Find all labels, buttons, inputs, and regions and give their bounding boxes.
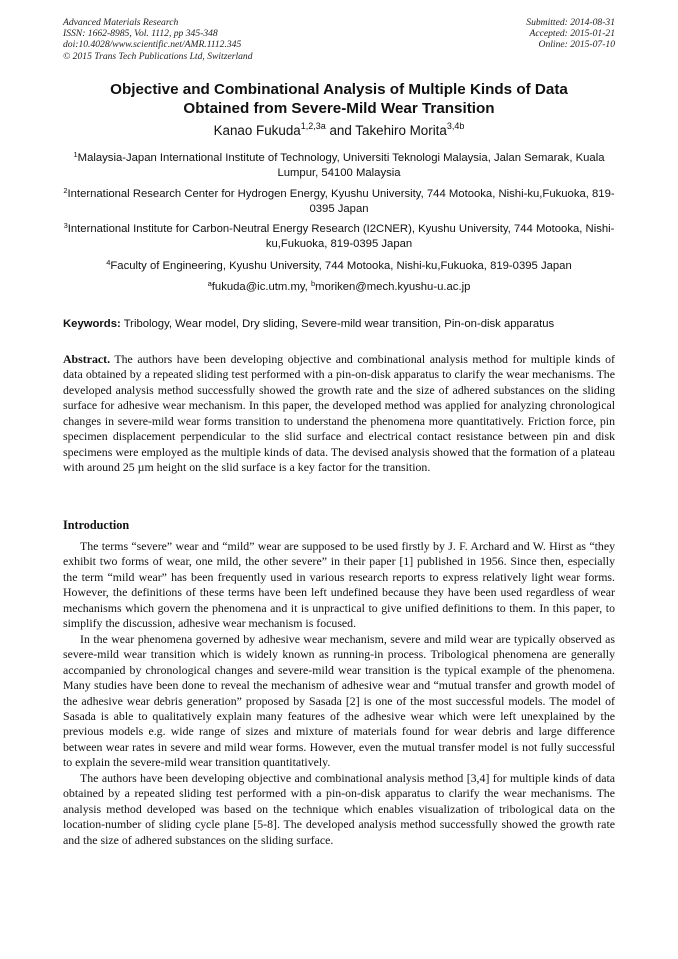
title-line-1: Objective and Combinational Analysis of Multiple Kinds of Data <box>110 81 568 98</box>
journal-doi[interactable]: doi:10.4028/www.scientific.net/AMR.1112.345 <box>63 39 242 51</box>
author-1: Kanao Fukuda <box>213 123 301 138</box>
accepted-date: Accepted: 2015-01-21 <box>529 28 615 40</box>
affiliation-3 <box>63 222 615 251</box>
abstract-label: Abstract. <box>63 352 111 366</box>
submitted-date: Submitted: 2014-08-31 <box>526 17 615 28</box>
affiliation-2 <box>63 187 615 216</box>
journal-copyright: © 2015 Trans Tech Publications Ltd, Switzerland <box>63 50 253 62</box>
online-date: Online: 2015-07-10 <box>538 39 615 51</box>
introduction-body <box>63 539 615 848</box>
email-a[interactable]: fukuda@ic.utm.my <box>211 281 305 293</box>
affiliation-text: Malaysia-Japan International Institute of Technology, Universiti Teknologi Malaysia, Jalan Semarak, Kuala Lumpur, 54100 Malaysia <box>77 152 605 179</box>
paper-title <box>60 80 618 118</box>
journal-info <box>63 17 253 62</box>
paragraph: In the wear phenomena governed by adhesive wear mechanism, severe and mild wear are typically observed as severe-mild wear transition which is widely known as running-in process. Tribological phenomena are generally accompanied by chronological changes and severe-mild wear transition is the typical example of the phenomena. Many studies have been done to reveal the mechanism of adhesive wear and “mutual transfer and growth model of the adhesive wear debris generation” proposed by Sasada [2] is one of the most successful models. The model of Sasada is able to qualitatively explain many features of the adhesive wear which were left unexplained by the previous models e.g. wide range of sizes and mixture of materials found for wear debris and large difference between wear rates in severe and mild wear forms. However, even the mutual transfer model is not fully successful to explain the severe-mild wear transition quantitatively. <box>63 631 615 770</box>
abstract-text: The authors have been developing objective and combinational analysis method for multiple kinds of data obtained by a repeated sliding test performed with a pin-on-disk apparatus to clarify the wear mechanisms. The developed analysis method successfully showed the growth rate and the size of adhered substances on the sliding surface for adhesive wear mechanism. In this paper, the developed method was applied for analyzing chronological changes in severe-mild wear forms transition to understand the phenomena more quantitatively. Friction force, pin specimen displacement perpendicular to the slid surface and electrical contact resistance between pin and disk specimens were employed as the multiple kinds of data. The devised analysis showed that the formation of a plateau with around 25 µm height on the slid surface is a key factor for the transition. <box>63 352 615 475</box>
keywords-text: Tribology, Wear model, Dry sliding, Severe-mild wear transition, Pin-on-disk apparatus <box>120 318 555 330</box>
email-b[interactable]: moriken@mech.kyushu-u.ac.jp <box>315 281 471 293</box>
title-line-2: Obtained from Severe-Mild Wear Transition <box>183 100 495 117</box>
email-a-mark: a <box>207 279 212 288</box>
author-conjunction: and <box>325 123 356 138</box>
author-emails <box>63 280 615 295</box>
email-b-mark: b <box>310 279 316 288</box>
paragraph: The terms “severe” wear and “mild” wear are supposed to be used firstly by J. F. Archard and W. Hirst as “they exhibit two forms of wear, one mild, the other severe” in their paper [1] published in 1956. Since then, especially the term “mild wear” has been frequently used in various research reports to express relatively light wear forms. However, the definitions of these terms have been left undefined because they have been used regardless of wear mechanisms which govern the phenomena and it is unpractical to give unified definitions to them. In this paper, to simplify the discussion, adhesive wear mechanism is focused. <box>63 539 615 631</box>
author-2-affiliation-marks: 3,4b <box>446 121 465 131</box>
affiliation-1 <box>63 151 615 180</box>
author-list <box>60 122 618 140</box>
affiliation-number: 3 <box>63 221 68 230</box>
journal-name: Advanced Materials Research <box>63 17 179 28</box>
affiliation-4 <box>63 259 615 274</box>
affiliation-text: Faculty of Engineering, Kyushu University, 744 Motooka, Nishi-ku,Fukuoka, 819-0395 Japan <box>110 260 572 272</box>
author-2: Takehiro Morita <box>355 123 447 138</box>
keywords <box>63 317 615 332</box>
affiliation-number: 2 <box>63 186 68 195</box>
affiliation-text: International Research Center for Hydrogen Energy, Kyushu University, 744 Motooka, Nishi-ku,Fukuoka, 819-0395 Japan <box>67 188 615 215</box>
affiliation-text: International Institute for Carbon-Neutral Energy Research (I2CNER), Kyushu University, 744 Motooka, Nishi-ku,Fukuoka, 819-0395 Japan <box>67 223 615 250</box>
affiliation-number: 4 <box>106 258 111 267</box>
paragraph: The authors have been developing objective and combinational analysis method [3,4] for multiple kinds of data obtained by a repeated sliding test performed with a pin-on-disk apparatus to clarify the wear mechanisms. The analysis method developed was based on the technique which enables visualization of tribological data on the location-number of sliding cycle plane [5-8]. The developed analysis method successfully showed the growth rate and the size of adhered substances on the sliding surface. <box>63 770 615 847</box>
journal-issn: ISSN: 1662-8985, Vol. 1112, pp 345-348 <box>63 28 218 40</box>
keywords-label: Keywords: <box>63 318 121 330</box>
affiliation-number: 1 <box>73 150 78 159</box>
author-1-affiliation-marks: 1,2,3a <box>300 121 326 131</box>
email-separator: , <box>304 281 311 293</box>
abstract <box>63 352 615 476</box>
introduction-heading: Introduction <box>63 518 130 532</box>
submission-dates <box>526 17 615 51</box>
